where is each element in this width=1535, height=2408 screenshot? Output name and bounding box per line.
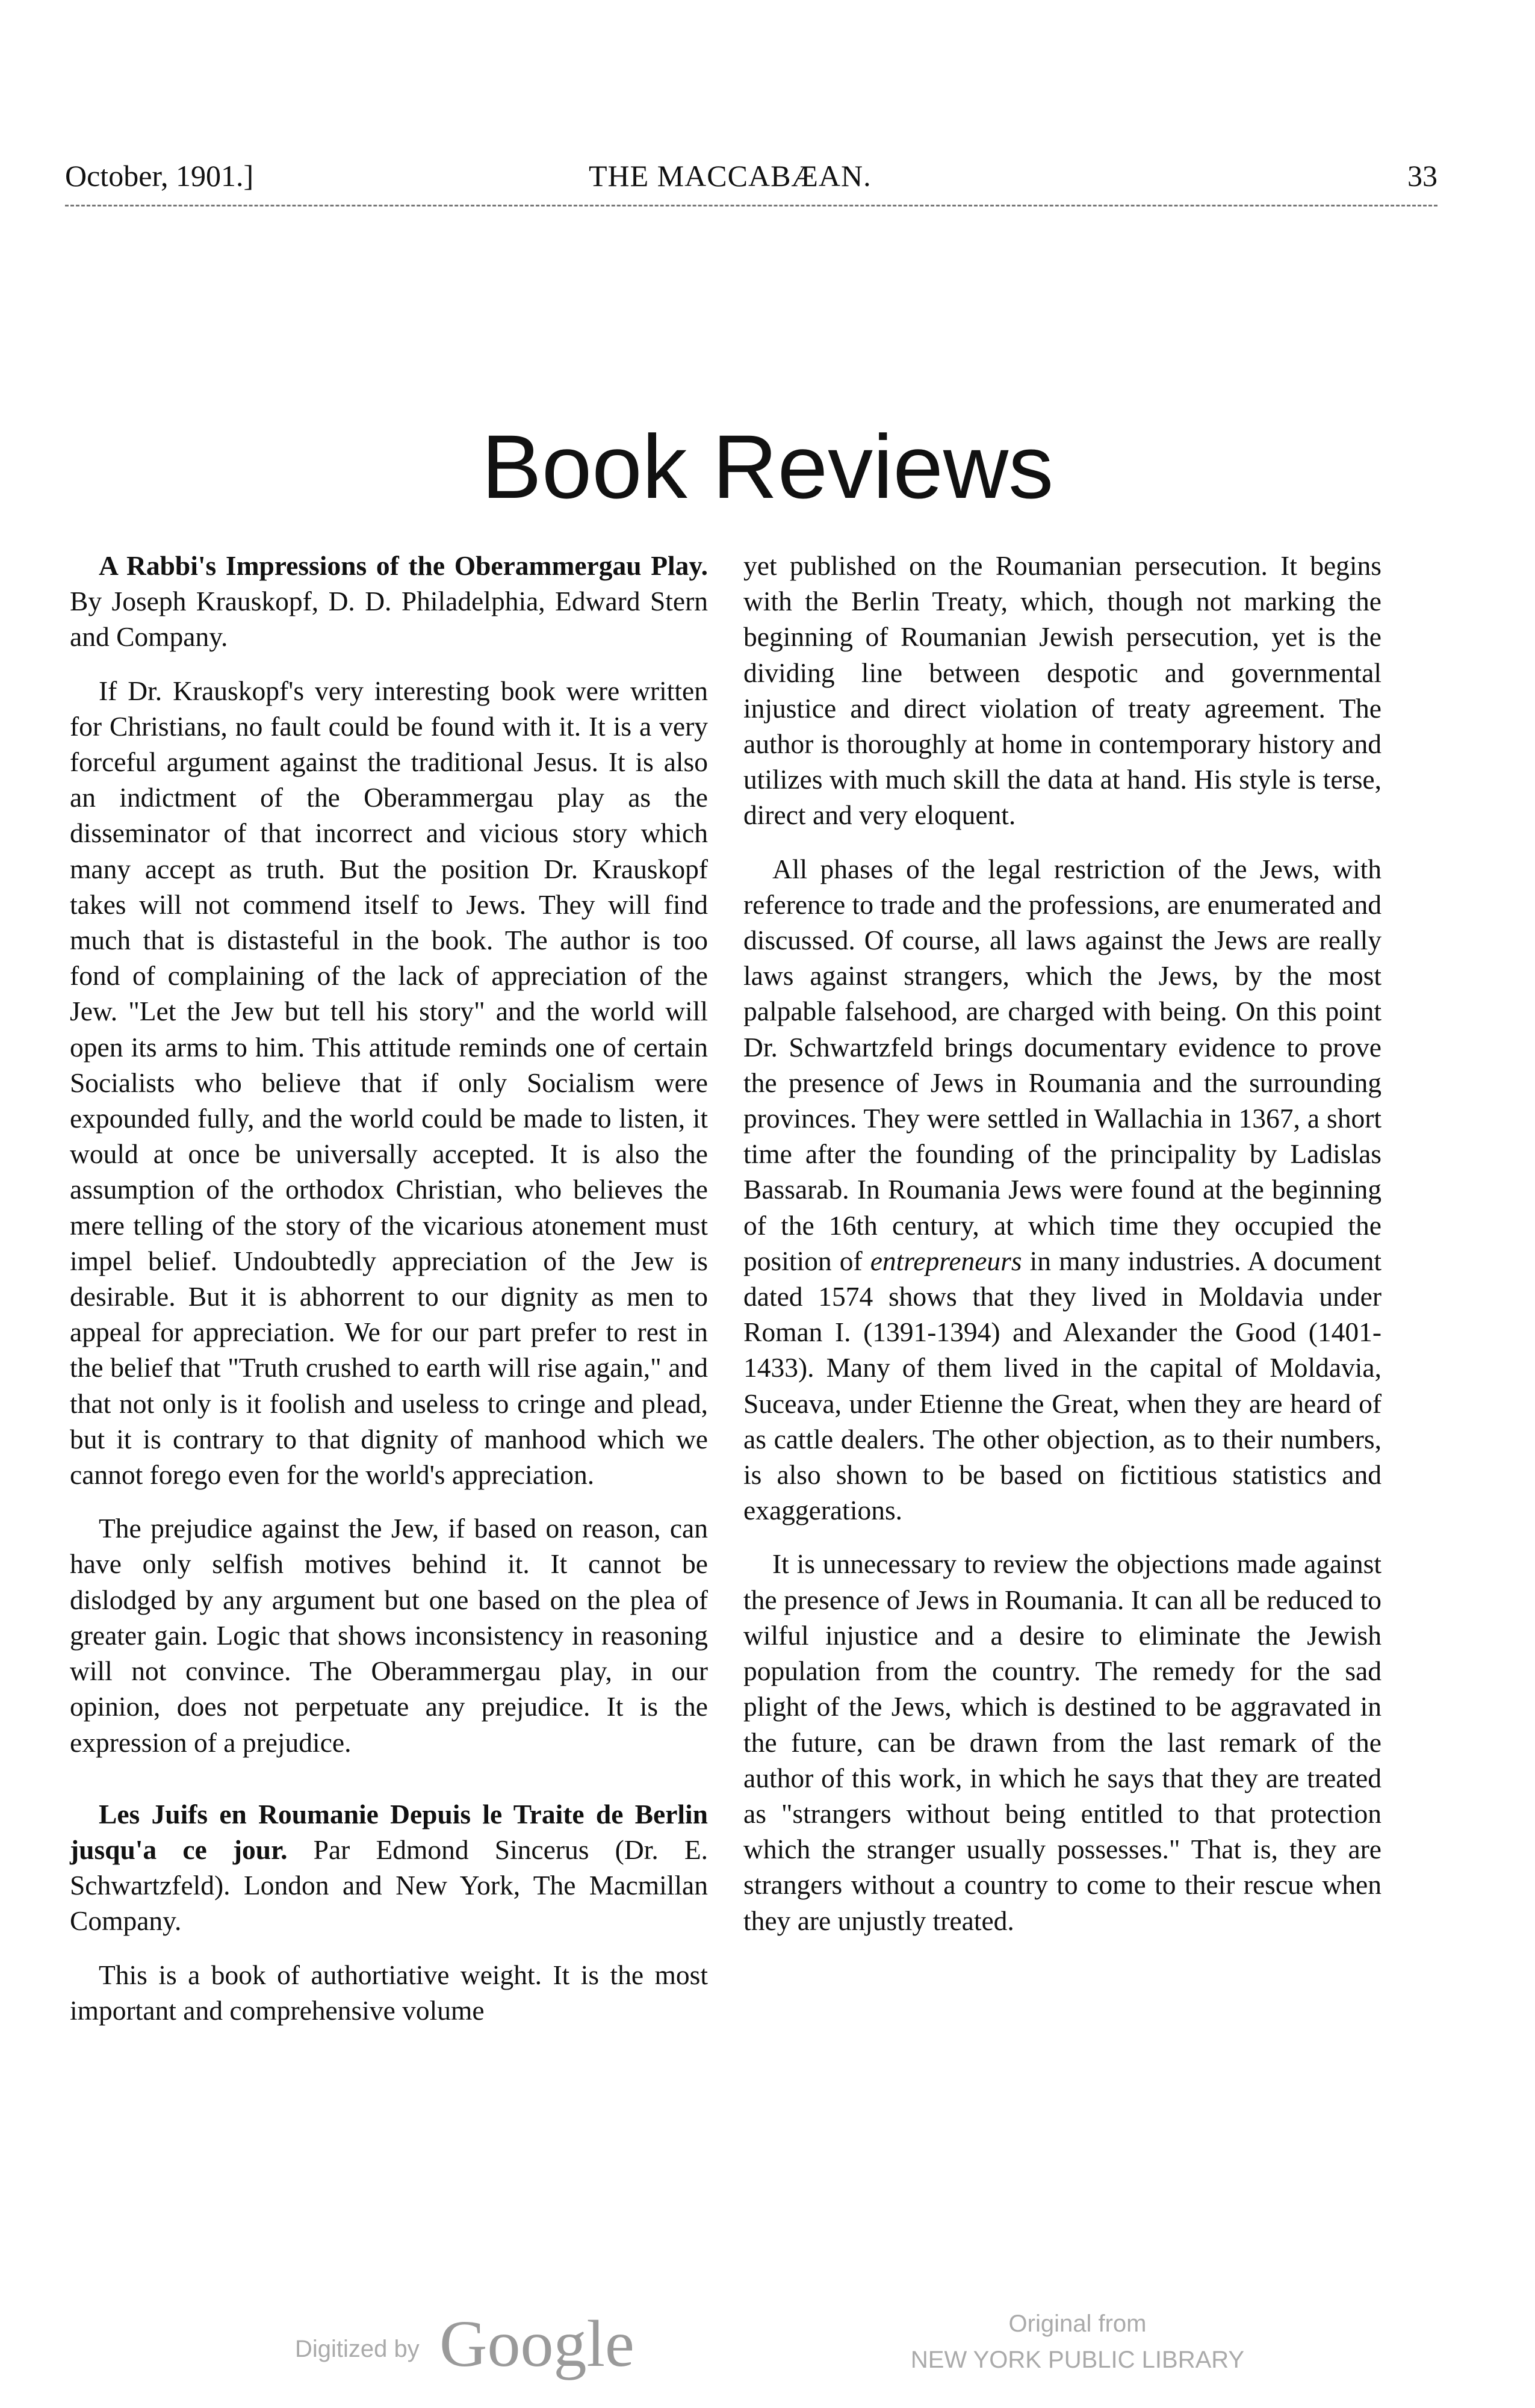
original-from-label: Original from [1008, 2310, 1147, 2337]
page-number: 33 [1407, 159, 1437, 193]
review-2-heading [70, 1796, 708, 1939]
review-1-heading [70, 548, 708, 655]
left-column [70, 548, 708, 2046]
review-1-book-title: A Rabbi's Impressions of the Oberammergau Play. [99, 550, 708, 581]
review-1-citation: By Joseph Krauskopf, D. D. Philadelphia, Edward Stern and Company. [70, 586, 708, 653]
issue-date: October, 1901.] [65, 159, 254, 193]
review-2-paragraph-continued: yet published on the Roumanian persecution. It begins with the Berlin Treaty, which, though not marking the beginning of Roumanian Jewish persecution, yet is the dividing line between despotic and governmental injustice and direct violation of treaty agreement. The author is thoroughly at home in contemporary history and utilizes with much skill the data at hand. His style is terse, direct and very eloquent. [743, 550, 1382, 831]
journal-title: THE MACCABÆAN. [589, 159, 872, 193]
google-logo: Google [439, 2307, 634, 2380]
review-2-citation: Par Edmond Sincerus (Dr. E. Schwartzfeld). London and New York, The Macmillan Company. [70, 1834, 709, 1937]
digitized-by-label: Digitized by [295, 2336, 420, 2362]
review-1-paragraph: If Dr. Krauskopf's very interesting book were written for Christians, no fault could be found with it. It is a very forceful argument against the traditional Jesus. It is also an indictment of the Oberammergau play as the disseminator of that incorrect and vicious story which many accept as truth. But the position Dr. Krauskopf takes will not commend itself to Jews. They will find much that is distasteful in the book. The author is too fond of complaining of the lack of appreciation of the Jew. "Let the Jew but tell his story" and the world will open its arms to him. This attitude reminds one of certain Socialists who believe that if only Socialism were expounded fully, and the world could be made to listen, it would at once be universally accepted. It is also the assumption of the orthodox Christian, who believes the mere telling of the story of the vicarious atonement must impel belief. Undoubtedly appreciation of the Jew is desirable. But it is abhorrent to our dignity as men to appeal for appreciation. We for our part prefer to rest in the belief that "Truth crushed to earth will rise again," and that not only is it foolish and useless to cringe and plead, but it is contrary to that dignity of manhood which we cannot forego even for the world's appreciation. [70, 675, 708, 1491]
review-2-paragraph: This is a book of authortiative weight. It is the most important and comprehensive volume [70, 1959, 708, 2026]
digitization-footer [0, 2300, 1535, 2384]
running-head [65, 158, 1437, 194]
header-rule [65, 205, 1437, 206]
paragraph-text: in many industries. A document dated 1574 shows that they lived in Moldavia under Roman I. (1391-1394) and Alexander the Good (1401-1433). Many of them lived in the capital of Moldavia, Suceava, under Etienne the Great, when they are heard of as cattle dealers. The other objection, as to their numbers, is also shown to be based on fictitious statistics and exaggerations. [743, 1245, 1382, 1526]
review-1-paragraph: The prejudice against the Jew, if based on reason, can have only selfish motives behind it. It cannot be dislodged by any argument but one based on the plea of greater gain. Logic that shows inconsistency in reasoning will not convince. The Oberammergau play, in our opinion, does not perpetuate any prejudice. It is the expression of a prejudice. [70, 1513, 708, 1758]
review-2-paragraph [743, 851, 1382, 1528]
page-title: Book Reviews [481, 416, 1054, 517]
italic-term: entrepreneurs [870, 1245, 1022, 1276]
source-attribution [891, 2306, 1264, 2378]
library-name: NEW YORK PUBLIC LIBRARY [910, 2347, 1245, 2373]
review-2-book-title: Les Juifs en Roumanie Depuis le Traite de Berlin jusqu'a ce jour. [70, 1798, 708, 1865]
right-column [743, 548, 1382, 1956]
review-2-paragraph: It is unnecessary to review the objections made against the presence of Jews in Roumania. It can all be reduced to wilful injustice and a desire to eliminate the Jewish population from the country. The remedy for the sad plight of the Jews, which is destined to be aggravated in the future, can be drawn from the last remark of the author of this work, in which he says that they are treated as "strangers without being entitled to that protection which the stranger usually possesses." That is, they are strangers without a country to come to their rescue when they are unjustly treated. [743, 1548, 1382, 1936]
paragraph-text: All phases of the legal restriction of the Jews, with reference to trade and the professions, are enumerated and discussed. Of course, all laws against the Jews are really laws against strangers, which the Jews, by the most palpable falsehood, are charged with being. On this point Dr. Schwartzfeld brings documentary evidence to prove the presence of Jews in Roumania and the surrounding provinces. They were settled in Wallachia in 1367, a short time after the founding of the principality by Ladislas Bassarab. In Roumania Jews were found at the beginning of the 16th century, at which time they occupied the position of [743, 853, 1382, 1276]
